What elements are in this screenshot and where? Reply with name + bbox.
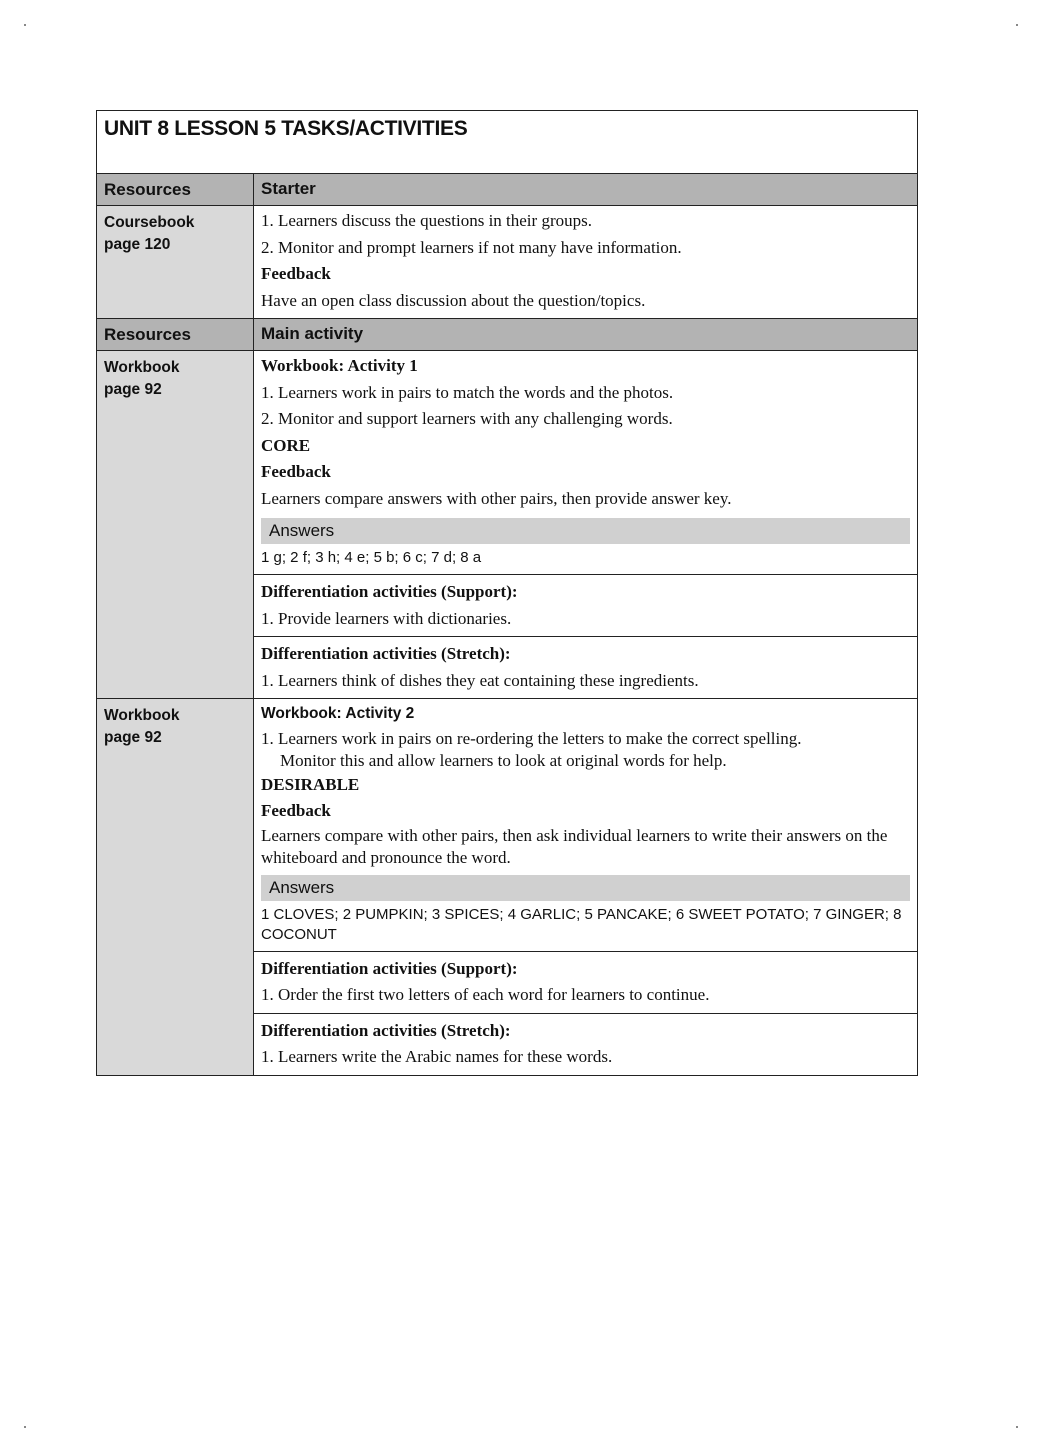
starter-line: 2. Monitor and prompt learners if not many have information.	[261, 237, 682, 257]
resources-header: Resources	[97, 174, 254, 205]
crop-mark	[24, 1426, 26, 1428]
main-activity-header: Main activity	[254, 319, 917, 350]
starter-line: 1. Learners discuss the questions in their groups.	[261, 211, 592, 230]
feedback-text: Learners compare answers with other pairs, then provide answer key.	[261, 488, 732, 508]
answers-label: Answers	[261, 518, 910, 544]
activity1-resource	[97, 351, 254, 698]
resource-book: Coursebook	[104, 214, 195, 231]
resource-page: page 92	[104, 729, 162, 746]
feedback-label: Feedback	[261, 264, 331, 283]
feedback-text: Have an open class discussion about the question/topics.	[261, 290, 646, 310]
support-text: 1. Order the first two letters of each word for learners to continue.	[261, 985, 710, 1004]
activity-line: 2. Monitor and support learners with any challenging words.	[261, 409, 673, 428]
lesson-table	[96, 110, 918, 1076]
support-text: 1. Provide learners with dictionaries.	[261, 608, 512, 628]
activity-heading: Workbook: Activity 1	[261, 356, 418, 375]
stretch-text: 1. Learners think of dishes they eat containing these ingredients.	[261, 670, 699, 690]
resource-page: page 120	[104, 236, 171, 253]
starter-header-row	[97, 174, 917, 206]
feedback-text: Learners compare with other pairs, then ask individual learners to write their answers on the whiteboard and pronounce the word.	[261, 825, 888, 867]
feedback-label: Feedback	[261, 801, 331, 820]
activity2-row	[97, 699, 917, 1075]
main-activity-header-row	[97, 319, 917, 351]
crop-mark	[1016, 1426, 1018, 1428]
starter-header: Starter	[254, 174, 917, 205]
feedback-label: Feedback	[261, 462, 331, 481]
answers-text: 1 g; 2 f; 3 h; 4 e; 5 b; 6 c; 7 d; 8 a	[261, 549, 482, 566]
support-label: Differentiation activities (Support):	[261, 958, 518, 978]
resource-book: Workbook	[104, 359, 180, 376]
page-title: UNIT 8 LESSON 5 TASKS/ACTIVITIES	[104, 117, 468, 140]
starter-resource	[97, 206, 254, 318]
starter-row	[97, 206, 917, 319]
answers-text: 1 CLOVES; 2 PUMPKIN; 3 SPICES; 4 GARLIC; 5 PANCAKE; 6 SWEET POTATO; 7 GINGER; 8 COCONUT	[261, 905, 902, 943]
resource-page: page 92	[104, 381, 162, 398]
resource-book: Workbook	[104, 707, 180, 724]
crop-mark	[1016, 24, 1018, 26]
activity-line: 1. Learners work in pairs on re-ordering the letters to make the correct spelling.	[261, 728, 802, 748]
level-label: CORE	[261, 435, 311, 455]
resources-header: Resources	[97, 319, 254, 350]
activity-heading: Workbook: Activity 2	[261, 705, 415, 722]
activity-line-continued: Monitor this and allow learners to look at original words for help.	[280, 750, 727, 770]
crop-mark	[24, 24, 26, 26]
stretch-text: 1. Learners write the Arabic names for these words.	[261, 1047, 613, 1066]
answers-label: Answers	[261, 875, 910, 901]
activity-line: 1. Learners work in pairs to match the words and the photos.	[261, 382, 674, 402]
level-label: DESIRABLE	[261, 774, 360, 794]
activity2-resource	[97, 699, 254, 1075]
stretch-label: Differentiation activities (Stretch):	[261, 644, 511, 663]
support-label: Differentiation activities (Support):	[261, 582, 518, 601]
activity1-row	[97, 351, 917, 699]
title-row	[97, 111, 917, 174]
stretch-label: Differentiation activities (Stretch):	[261, 1020, 511, 1040]
